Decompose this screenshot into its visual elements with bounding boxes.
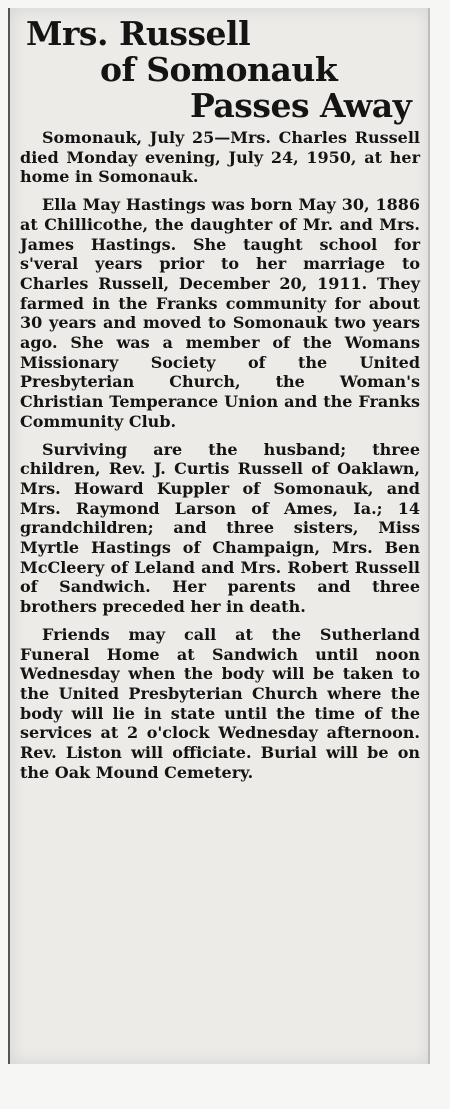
paragraph-services: Friends may call at the Sutherland Funeral Home at Sandwich until noon Wednesday when the body will be taken to the United Presbyterian Church where the body will lie in state until the time of the services at 2 o'clock Wednesday afternoon. Rev. Liston will officiate. Burial will be on the Oak Mound Cemetery.	[20, 624, 420, 782]
paragraph-biography: Ella May Hastings was born May 30, 1886 at Chillicothe, the daughter of Mr. and Mrs. James Hastings. She taught school for s'veral years prior to her marriage to Charles Russell, December 20, 1911. They farmed in the Franks community for about 30 years and moved to Somonauk two years ago. She was a member of the Womans Missionary Society of the United Presbyterian Church, the Woman's Christian Temperance Union and the Franks Community Club.	[20, 195, 420, 431]
paragraph-survivors: Surviving are the husband; three children, Rev. J. Curtis Russell of Oaklawn, Mrs. Howard Kuppler of Somonauk, and Mrs. Raymond Larson of Ames, Ia.; 14 grandchildren; and three sisters, Miss Myrtle Hastings of Champaign, Mrs. Ben McCleery of Leland and Mrs. Robert Russell of Sandwich. Her parents and three brothers preceded her in death.	[20, 439, 420, 617]
obituary-body	[20, 128, 420, 791]
headline-line-2: of Somonauk	[100, 50, 338, 89]
headline-line-3: Passes Away	[190, 86, 412, 125]
obituary-headline	[20, 16, 420, 124]
headline-line-1: Mrs. Russell	[26, 14, 251, 53]
column-rule	[428, 8, 430, 1064]
paragraph-dateline: Somonauk, July 25—Mrs. Charles Russell died Monday evening, July 24, 1950, at her home in Somonauk.	[20, 128, 420, 187]
